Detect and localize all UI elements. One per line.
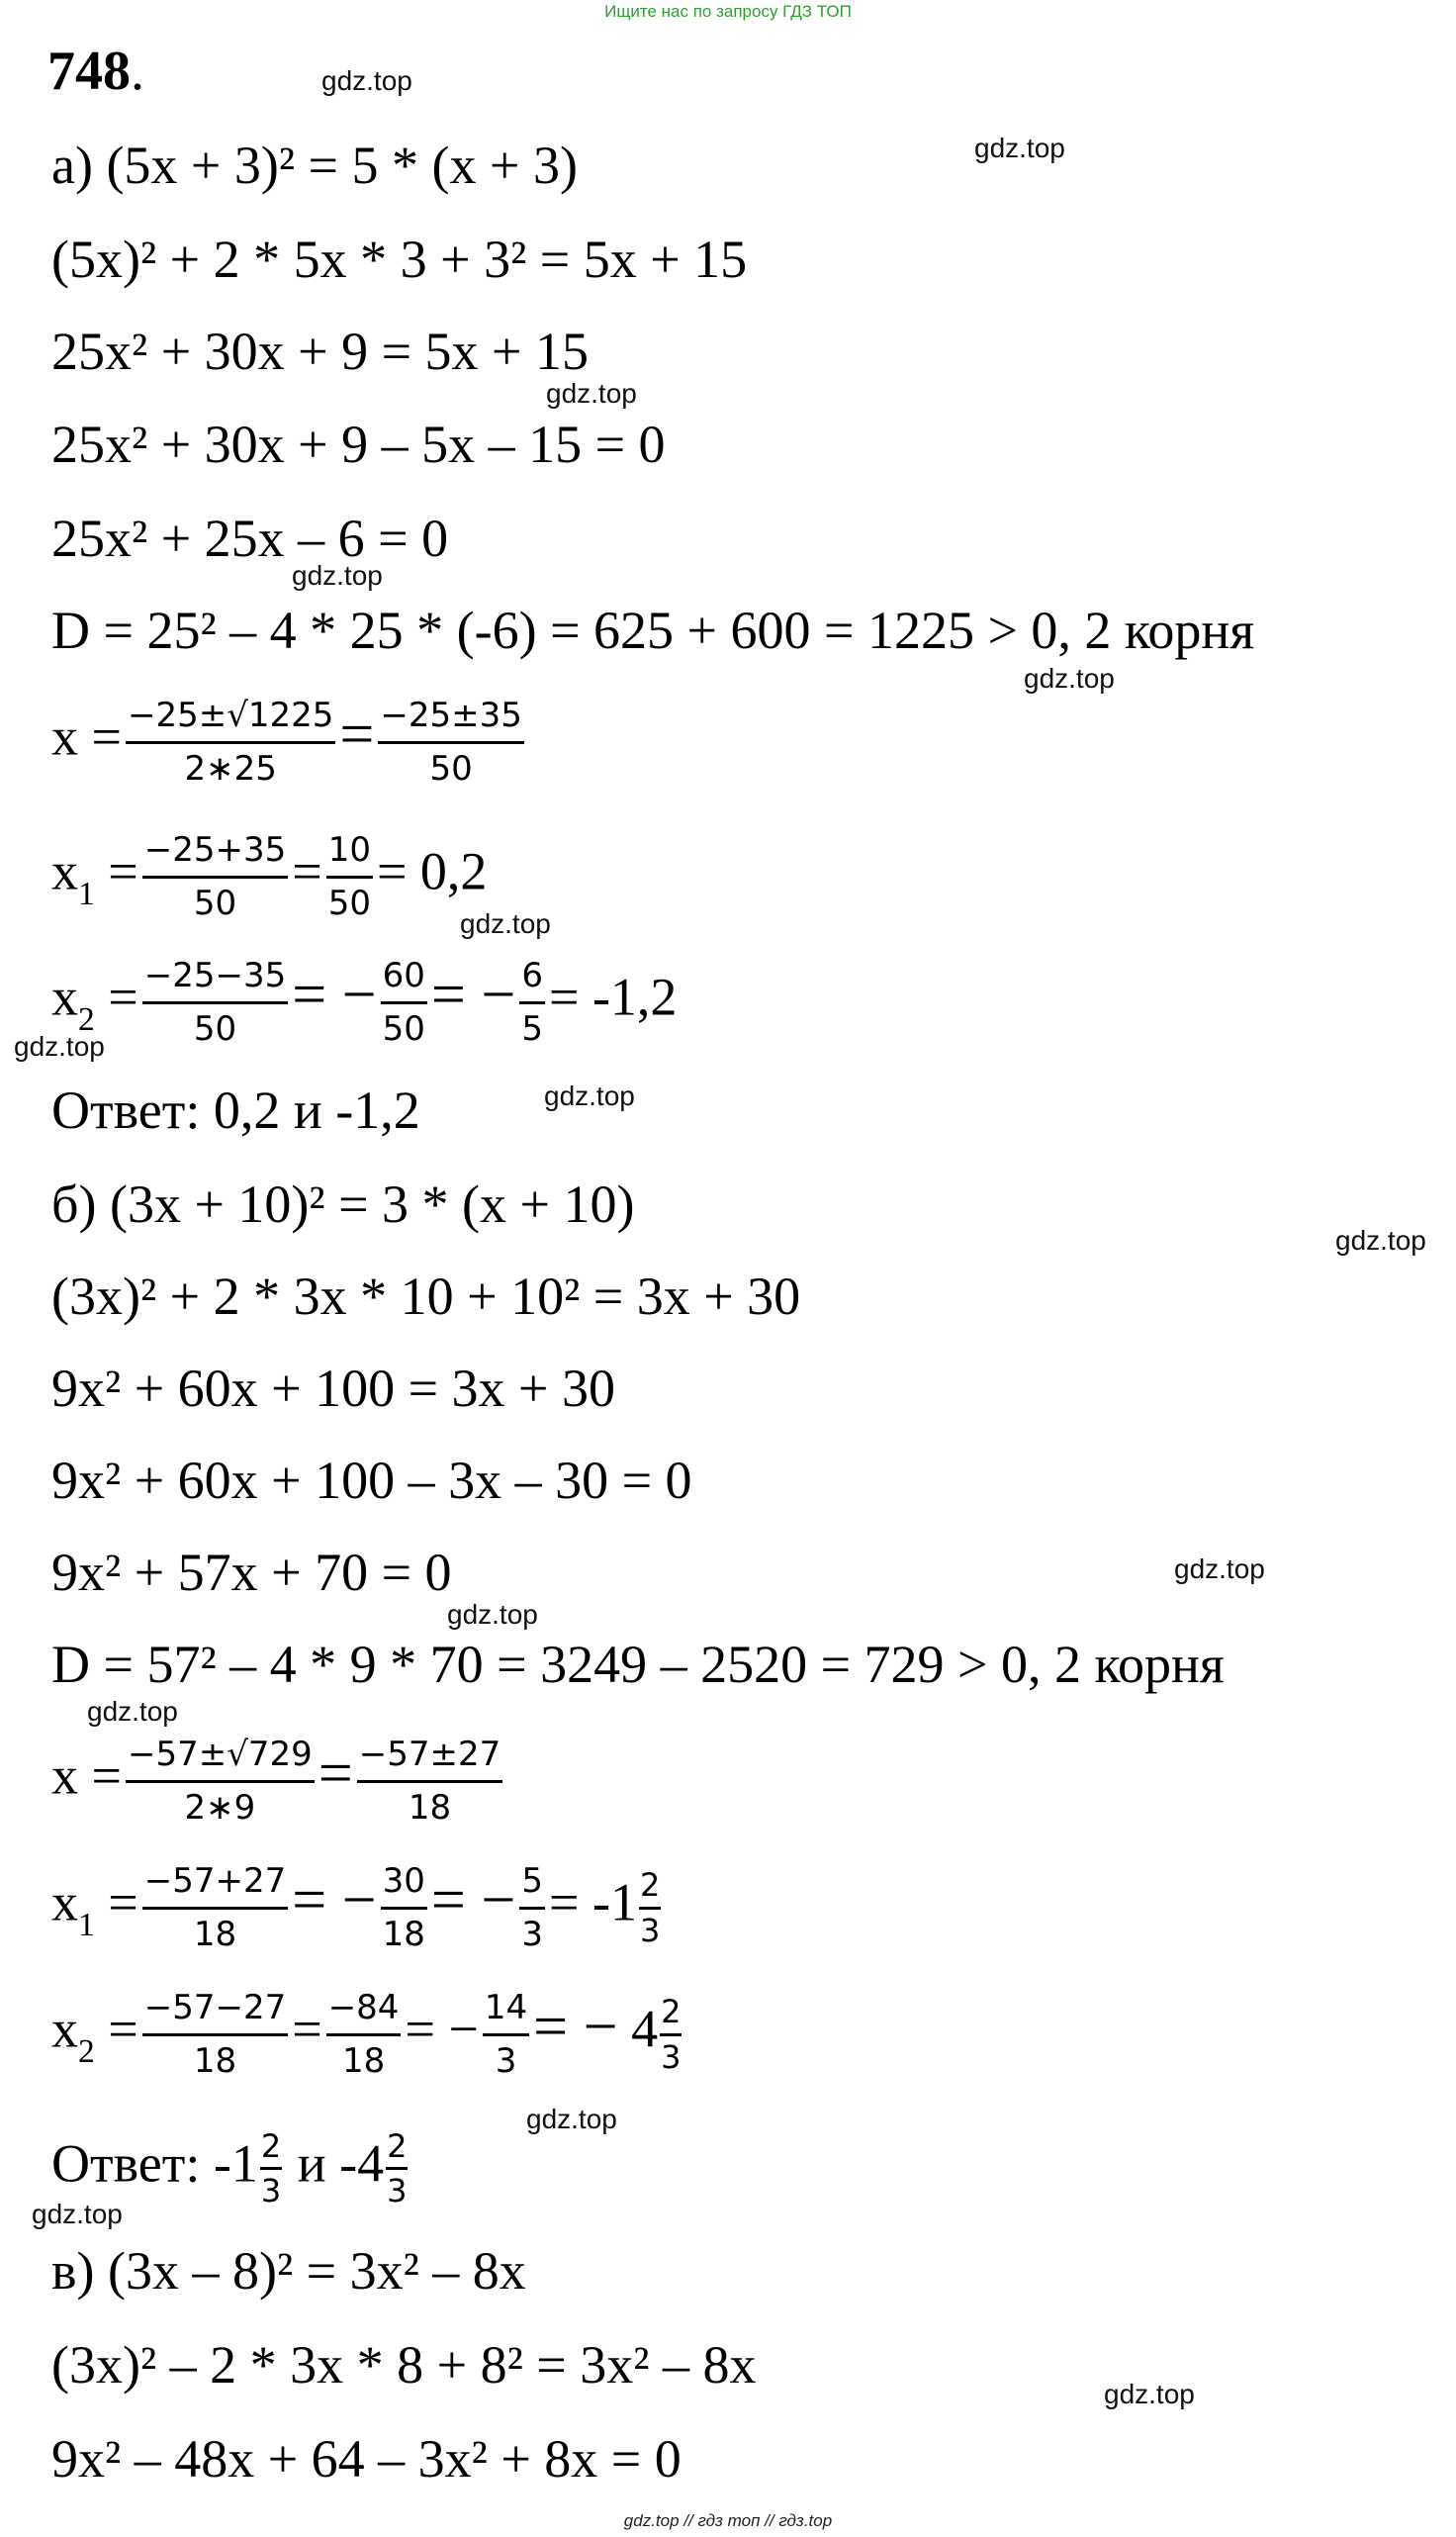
denominator: 50 — [382, 1008, 425, 1049]
numerator: −84 — [326, 1987, 402, 2036]
watermark-text: gdz.top — [321, 65, 412, 96]
part-c-line-3: 9x² – 48x + 64 – 3x² + 8x = 0 — [51, 2429, 682, 2489]
numerator: −57+27 — [142, 1860, 289, 1910]
task-number: 748. — [47, 41, 144, 102]
denominator: 50 — [193, 883, 237, 923]
fraction — [326, 829, 373, 924]
numerator: 2 — [260, 2127, 282, 2170]
part-b-x2: $x_2$ = $\frac{-57-27}{18}$ = $\frac{-84}{18}$ = − $\frac{14}{3}$ = − 4 $\frac{2}{3}$ — [51, 1988, 682, 2081]
watermark-text: gdz.top — [544, 1081, 635, 1111]
watermark-text: gdz.top — [1174, 1553, 1265, 1584]
denominator: 18 — [193, 2040, 237, 2081]
part-c-line-2: (3x)² – 2 * 3x * 8 + 8² = 3x² – 8x — [51, 2335, 757, 2395]
part-a-line-3: 25x² + 30x + 9 = 5x + 15 — [51, 322, 590, 381]
part-a-x-formula: x = $\frac{-25\pm√1225}{2∗25}$ = $\frac{-25\pm 35}{50}$ — [51, 696, 522, 789]
watermark-text: gdz.top — [1104, 2379, 1195, 2409]
denominator: 5 — [521, 1008, 543, 1049]
part-a-x2: $x_2$ = $\frac{-25-35}{50}$ = − $\frac{60}{50}$ = − $\frac{6}{5}$ = -1,2 — [51, 956, 678, 1049]
part-a-line-2: (5x)² + 2 * 5x * 3 + 3² = 5x + 15 — [51, 230, 748, 289]
fraction — [381, 1860, 427, 1955]
fraction — [639, 1866, 661, 1949]
fraction — [386, 2127, 408, 2210]
denominator: 18 — [193, 1914, 237, 1954]
part-b-x-formula: x = $\frac{-57\pm√729}{2∗9}$ = $\frac{-57\pm 27}{18}$ — [51, 1735, 501, 1828]
part-a-answer: Ответ: 0,2 и -1,2 — [51, 1081, 420, 1140]
part-b-line-3: 9x² + 60x + 100 = 3x + 30 — [51, 1359, 616, 1418]
denominator: 2∗9 — [184, 1787, 256, 1828]
fraction — [142, 1987, 289, 2082]
numerator: −25±35 — [378, 695, 524, 744]
part-a-x1: $x_1$ = $\frac{-25+35}{50}$ = $\frac{10}{50}$ = 0,2 — [51, 830, 488, 923]
watermark-text: gdz.top — [87, 1696, 178, 1727]
numerator: 6 — [519, 955, 545, 1004]
watermark-text: gdz.top — [447, 1599, 538, 1630]
x1-result: = 0,2 — [376, 841, 488, 901]
denominator: 2∗25 — [184, 748, 277, 789]
fraction — [326, 1987, 402, 2082]
fraction — [142, 1860, 289, 1955]
watermark-text: gdz.top — [526, 2104, 617, 2134]
part-b-line-4: 9x² + 60x + 100 – 3x – 30 = 0 — [51, 1451, 692, 1510]
watermark-text: gdz.top — [14, 1031, 105, 1062]
part-b-line-1: б) (3x + 10)² = 3 * (x + 10) — [51, 1175, 635, 1234]
fraction — [381, 955, 427, 1050]
numerator: 60 — [381, 955, 427, 1004]
answer-mid: и -4 — [284, 2133, 385, 2194]
denominator: 50 — [429, 748, 473, 789]
fraction — [660, 1993, 682, 2076]
fraction — [519, 955, 545, 1050]
x1-whole: -1 — [592, 1872, 637, 1932]
denominator: 18 — [341, 2040, 386, 2081]
watermark-text: gdz.top — [546, 378, 637, 409]
fraction — [519, 1860, 545, 1955]
fraction — [357, 1734, 503, 1829]
denominator: 3 — [495, 2040, 517, 2081]
denominator: 18 — [408, 1787, 452, 1828]
denominator: 18 — [382, 1914, 425, 1954]
part-a-line-4: 25x² + 30x + 9 – 5x – 15 = 0 — [51, 415, 666, 474]
denominator: 3 — [387, 2172, 408, 2210]
fraction — [483, 1987, 529, 2082]
x2-result: = -1,2 — [549, 967, 678, 1027]
part-c-line-1: в) (3x – 8)² = 3x² – 8x — [51, 2241, 526, 2301]
numerator: 14 — [483, 1987, 529, 2036]
denominator: 3 — [521, 1914, 543, 1954]
numerator: −57−27 — [142, 1987, 289, 2036]
part-b-line-2: (3x)² + 2 * 3x * 10 + 10² = 3x + 30 — [51, 1267, 801, 1326]
fraction — [142, 829, 289, 924]
numerator: 2 — [639, 1866, 661, 1909]
part-b-x1: $x_1$ = $\frac{-57+27}{18}$ = − $\frac{30}{18}$ = − $\frac{5}{3}$ = -1 $\frac{2}{3}$ — [51, 1861, 661, 1954]
watermark-text: gdz.top — [974, 133, 1065, 163]
x2-whole: 4 — [631, 1999, 659, 2059]
numerator: −57±27 — [357, 1734, 503, 1783]
denominator: 3 — [260, 2172, 282, 2210]
watermark-text: gdz.top — [1335, 1225, 1426, 1256]
watermark-text: gdz.top — [460, 908, 551, 939]
footer-links: gdz.top // гдз топ // гдз.top — [623, 2511, 833, 2530]
numerator: −25+35 — [142, 829, 289, 879]
denominator: 3 — [639, 1911, 661, 1949]
denominator: 3 — [661, 2037, 682, 2076]
part-b-line-5: 9x² + 57x + 70 = 0 — [51, 1543, 452, 1602]
numerator: 10 — [326, 829, 373, 879]
fraction — [142, 955, 289, 1050]
watermark-text: gdz.top — [32, 2199, 123, 2229]
numerator: 30 — [381, 1860, 427, 1910]
task-number-value: 748 — [47, 41, 131, 102]
denominator: 50 — [193, 1008, 237, 1049]
watermark-text: gdz.top — [292, 560, 383, 591]
part-a-line-5: 25x² + 25x – 6 = 0 — [51, 509, 449, 568]
fraction — [126, 1734, 315, 1829]
part-b-discriminant: D = 57² – 4 * 9 * 70 = 3249 – 2520 = 729 > 0, 2 корня — [51, 1635, 1225, 1694]
numerator: 5 — [519, 1860, 545, 1910]
numerator: 2 — [386, 2127, 408, 2170]
part-a-line-1: а) (5x + 3)² = 5 * (x + 3) — [51, 136, 578, 195]
numerator: −25±√1225 — [126, 695, 335, 744]
watermark-text: gdz.top — [1024, 663, 1115, 694]
numerator: 2 — [660, 1993, 682, 2035]
answer-prefix: Ответ: -1 — [51, 2133, 258, 2194]
fraction — [260, 2127, 282, 2210]
search-hint: Ищите нас по запросу ГДЗ ТОП — [604, 2, 852, 21]
fraction — [378, 695, 524, 790]
denominator: 50 — [327, 883, 371, 923]
fraction — [126, 695, 335, 790]
numerator: −57±√729 — [126, 1734, 315, 1783]
part-a-discriminant: D = 25² – 4 * 25 * (-6) = 625 + 600 = 1225 > 0, 2 корня — [51, 601, 1255, 660]
numerator: −25−35 — [142, 955, 289, 1004]
